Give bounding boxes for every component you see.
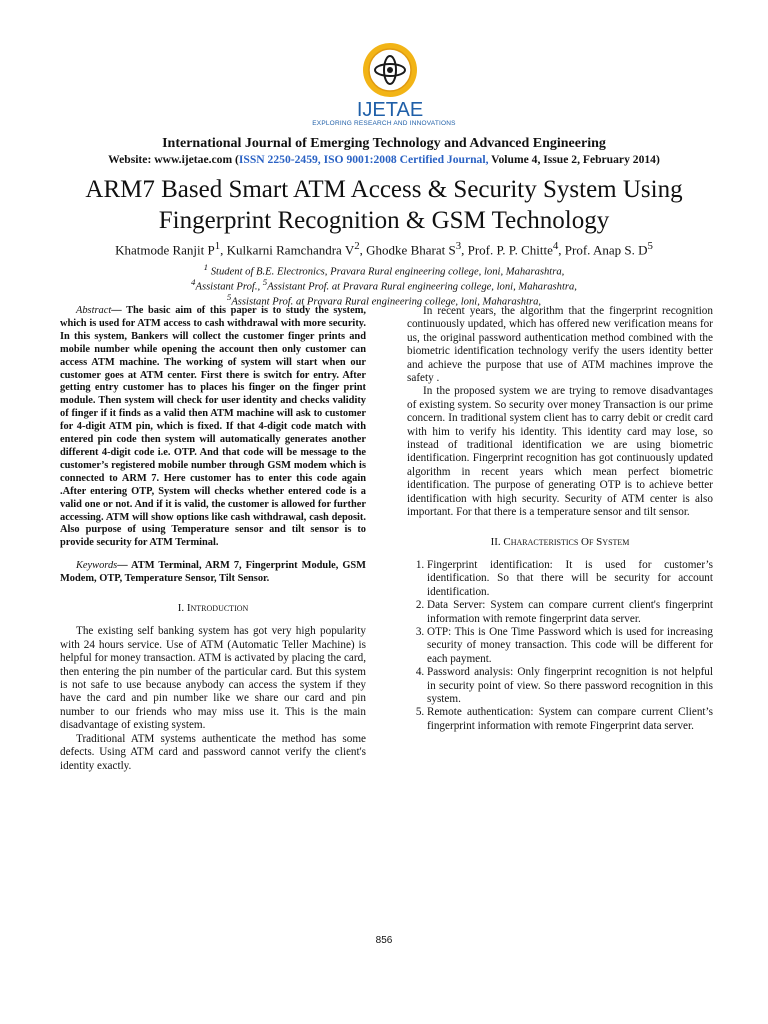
affiliation-1-sup: 1 <box>203 262 209 272</box>
author-list <box>0 240 768 258</box>
journal-name: International Journal of Emerging Technology and Advanced Engineering <box>162 136 606 151</box>
affiliation-3-text: Assistant Prof. at Pravara Rural engineering college, loni, Maharashtra, <box>231 296 542 308</box>
volume-text: Volume 4, Issue 2, February 2014) <box>488 153 660 166</box>
affiliation-1 <box>0 262 768 278</box>
abstract-label: Abstract <box>76 305 112 316</box>
author-3-affil: 3 <box>455 240 462 252</box>
logo-wordmark: IJETAE <box>356 99 424 120</box>
affiliation-1-text: Student of B.E. Electronics, Pravara Rural engineering college, loni, Maharashtra, <box>208 266 565 278</box>
affiliation-2-text-b: Assistant Prof. at Pravara Rural engineering college, loni, Maharashtra, <box>267 281 577 293</box>
affiliation-2-sup-a: 4 <box>191 277 196 287</box>
affiliation-3-sup: 5 <box>226 292 232 302</box>
title-line-1: ARM7 Based Smart ATM Access & Security System Using <box>85 176 683 203</box>
affiliation-2-sup-b: 5 <box>262 277 268 287</box>
author-4: , Prof. P. P. Chitte <box>461 242 553 258</box>
intro-paragraph-1: The existing self banking system has got very high popularity with 24 hours service. Use of ATM (Automatic Teller Machine) is helpful for money transaction. ATM is activated by placing the card, then entering the pin number of the particular card. But this system is not safe to use because anybody can access the system if they have the card and pin number like we share our card and pin number to our friends who may miss use it. This is the main disadvantage of existing system. <box>60 625 366 732</box>
title-line-2: Fingerprint Recognition & GSM Technology <box>158 207 610 234</box>
list-item: 1. Fingerprint identification: It is used for customer’s identification. So that there will be security for account identification. <box>427 559 713 599</box>
keywords-label: Keywords <box>76 560 118 572</box>
section-heading-characteristics: II. Characteristics Of System <box>490 535 630 548</box>
list-item: 3. OTP: This is One Time Password which is used for increasing security of money transaction. This code will be different for each payment. <box>427 626 713 666</box>
abstract-text: — The basic aim of this paper is to study the system, which is used for ATM access to cash withdrawal with more security. In this system, Bankers will collect the customer finger prints and mobile number while opening the account then only customer can access ATM machine. The working of system will start when our customer goes at ATM center. First there is switch for entry. After getting entry customer has to places his finger on the finger print module. Then system will check for user identity and checks validity of finger if it finds as a valid then ATM machine will ask to customer for 4-digit ATM pin, which is fixed. If that 4-digit code match with entered pin code then system will automatically generates another different 4-digit code i.e. OTP. And that code will be message to the customer’s registered mobile number through GSM modem which is connected to ARM 7. Here customer has to enter this code again .After entering OTP, System will checks whether entered code is a valid one or not. And if it is valid, the customer is allowed for further accessing. ATM will show options like cash withdrawal, cash deposit. Also purpose of using Temperature sensor and tilt sensor is to provide security for ATM Terminal. <box>60 305 366 549</box>
abstract <box>60 305 366 550</box>
issn-text: ISSN 2250-2459, ISO 9001:2008 Certified Journal, <box>238 153 489 166</box>
right-column <box>407 305 713 733</box>
page-number: 856 <box>375 935 393 946</box>
affiliation-2-text-a: Assistant Prof., <box>195 281 263 293</box>
journal-website-line <box>0 153 768 166</box>
logo-subtitle: EXPLORING RESEARCH AND INNOVATIONS <box>312 120 456 127</box>
author-3: , Ghodke Bharat S <box>359 242 456 258</box>
journal-logo <box>335 40 445 120</box>
author-2-affil: 2 <box>354 240 360 252</box>
list-item: 5. Remote authentication: System can compare current Client’s fingerprint information with remote Fingerprint data server. <box>427 706 713 733</box>
list-item: 2. Data Server: System can compare current client's fingerprint information with remote fingerprint data server. <box>427 599 713 626</box>
characteristics-list <box>407 559 713 733</box>
author-5: , Prof. Anap S. D <box>558 242 648 258</box>
right-paragraph-2: In the proposed system we are trying to remove disadvantages of existing system. So security over money Transaction is our prime concern. In traditional system client has to carry debit or credit card with him to verify his identity. This identity card may lose, so instead of traditional identification we are using biometric identification. Fingerprint recognition has got continuously updated algorithm in recent years which mean perfect biometric identification. The purpose of generating OTP is to achieve better identification with high security. Security of ATM center is also important. For that there is a temperature sensor and tilt sensor. <box>407 385 713 519</box>
keywords <box>60 560 366 586</box>
keywords-text: — ATM Terminal, ARM 7, Fingerprint Module, GSM Modem, OTP, Temperature Sensor, Tilt Sensor. <box>60 560 366 585</box>
list-item: 4. Password analysis: Only fingerprint recognition is not helpful in security point of view. So there password recognition in this system. <box>427 666 713 706</box>
author-2: , Kulkarni Ramchandra V <box>220 242 355 258</box>
affiliation-2 <box>0 277 768 293</box>
paper-title <box>40 174 728 236</box>
right-paragraph-1: In recent years, the algorithm that the fingerprint recognition continuously updated, which has offered new verification means for us, the original password authentication method combined with the biometric identification technology verify the users identity better and achieve the purpose that use of ATM machines improve the safety . <box>407 305 713 385</box>
intro-paragraph-2: Traditional ATM systems authenticate the method has some defects. Using ATM card and password cannot verify the client's identity exactly. <box>60 732 366 772</box>
left-column <box>60 305 366 773</box>
author-5-affil: 5 <box>647 240 653 252</box>
author-4-affil: 4 <box>552 240 559 252</box>
author-1: Khatmode Ranjit P <box>115 242 215 258</box>
section-heading-introduction: I. Introduction <box>177 602 249 615</box>
website-prefix: Website: www.ijetae.com ( <box>108 153 239 166</box>
author-1-affil: 1 <box>214 240 221 252</box>
